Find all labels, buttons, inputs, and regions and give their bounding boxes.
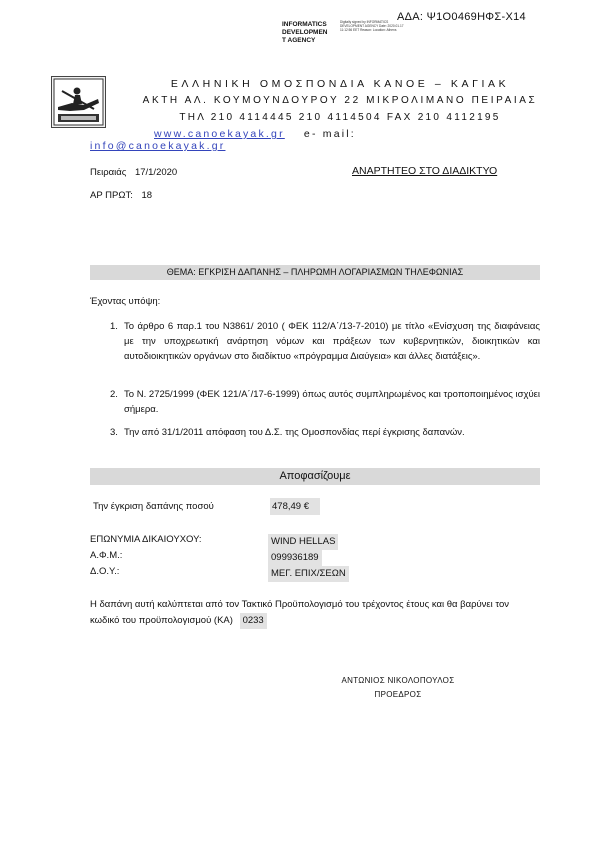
place-label: Πειραιάς [90, 167, 127, 178]
ada-code: ΑΔΑ: Ψ1Ο0469ΗΦΣ-Χ14 [397, 11, 526, 23]
budget-text: Η δαπάνη αυτή καλύπτεται από τον Τακτικό Προϋπολογισμό του τρέχοντος έτους και θα βαρύνει τον κωδικό του προϋπολογισμού (ΚΑ) [90, 599, 510, 626]
list-item [110, 425, 540, 440]
list-item-text: Το άρθρο 6 παρ.1 του Ν3861/ 2010 ( ΦΕΚ 112/Α΄/13-7-2010) με τίτλο «Ενίσχυση της διαφάνειας με την υποχρεωτική ανάρτηση νόμων και πράξεων των κυβερνητικών, διοικητικών και αυτοδιοικητικών οργάνων στο διαδίκτυο «πρόγραμμα Διαύγεια» και άλλες διατάξεις». [124, 321, 540, 362]
approval-label: Την έγκριση δαπάνης ποσού [93, 501, 214, 512]
email-link[interactable]: info@canoekayak.gr [90, 140, 226, 152]
protocol-line [90, 190, 152, 201]
website-line [154, 128, 356, 140]
kayak-logo-icon [52, 77, 105, 127]
signatory-name: ΑΝΤΩΝΙΟΣ ΝΙΚΟΛΟΠΟΥΛΟΣ [341, 676, 455, 685]
email-label: e- mail: [303, 128, 356, 140]
list-item [110, 387, 540, 417]
doy-label: Δ.Ο.Υ.: [90, 566, 120, 577]
federation-logo [51, 76, 106, 128]
having-regard-label: Έχοντας υπόψη: [90, 296, 161, 307]
afm-value: 099936189 [268, 550, 322, 566]
amount-value: 478,49 € [270, 498, 320, 515]
protocol-number: 18 [141, 190, 153, 201]
list-item-text: Το Ν. 2725/1999 (ΦΕΚ 121/Α΄/17-6-1999) όπως αυτός συμπληρωμένος και τροποποιημένος ισχύει σήμερα. [124, 389, 540, 415]
agency-line: INFORMATICS [282, 21, 327, 28]
list-item-text: Την από 31/1/2011 απόφαση του Δ.Σ. της Ομοσπονδίας περί έγκρισης δαπανών. [124, 427, 465, 438]
signing-agency [282, 21, 328, 45]
beneficiary-label: ΕΠΩΝΥΜΙΑ ΔΙΚΑΙΟΥΧΟΥ: [90, 534, 202, 545]
doy-value: ΜΕΓ. ΕΠΙΧ/ΣΕΩΝ [268, 566, 349, 582]
decision-heading: Αποφασίζουμε [90, 468, 540, 485]
organization-name: ΕΛΛΗΝΙΚΗ ΟΜΟΣΠΟΝΔΙΑ ΚΑΝΟΕ – ΚΑΓΙΑΚ [170, 78, 510, 90]
list-item-number: 1. [110, 321, 118, 332]
list-item [110, 319, 540, 364]
protocol-label: ΑΡ ΠΡΩΤ: [90, 190, 133, 201]
agency-line: DEVELOPMEN [282, 29, 328, 36]
organization-address: ΑΚΤΗ ΑΛ. ΚΟΥΜΟΥΝΔΟΥΡΟΥ 22 ΜΙΚΡΟΛΙΜΑΝΟ ΠΕΙΡΑΙΑΣ [142, 95, 538, 106]
website-link[interactable]: www.canoekayak.gr [154, 128, 285, 140]
organization-phones: ΤΗΛ 210 4114445 210 4114504 FAX 210 4112195 [179, 112, 501, 123]
list-item-number: 3. [110, 427, 118, 438]
signatory-title: ΠΡΟΕΔΡΟΣ [374, 690, 422, 699]
subject-band: ΘΕΜΑ: ΕΓΚΡΙΣΗ ΔΑΠΑΝΗΣ – ΠΛΗΡΩΜΗ ΛΟΓΑΡΙΑΣΜΩΝ ΤΗΛΕΦΩΝΙΑΣ [90, 265, 540, 280]
beneficiary-value: WIND HELLAS [268, 534, 338, 550]
digital-signature-details: Digitally signed by INFORMATICS DEVELOPMENT AGENCY Date: 2020.01.17 11:12:56 EET Reason: Location: Athens [340, 20, 404, 33]
document-date: 17/1/2020 [134, 167, 178, 178]
budget-statement [90, 597, 540, 629]
date-line [90, 167, 177, 178]
budget-code: 0233 [240, 613, 267, 629]
afm-label: Α.Φ.Μ.: [90, 550, 123, 561]
agency-line: T AGENCY [282, 37, 316, 44]
posting-note: ΑΝΑΡΤΗΤΕΟ ΣΤΟ ΔΙΑΔΙΚΤΥΟ [352, 165, 498, 177]
list-item-number: 2. [110, 389, 118, 400]
